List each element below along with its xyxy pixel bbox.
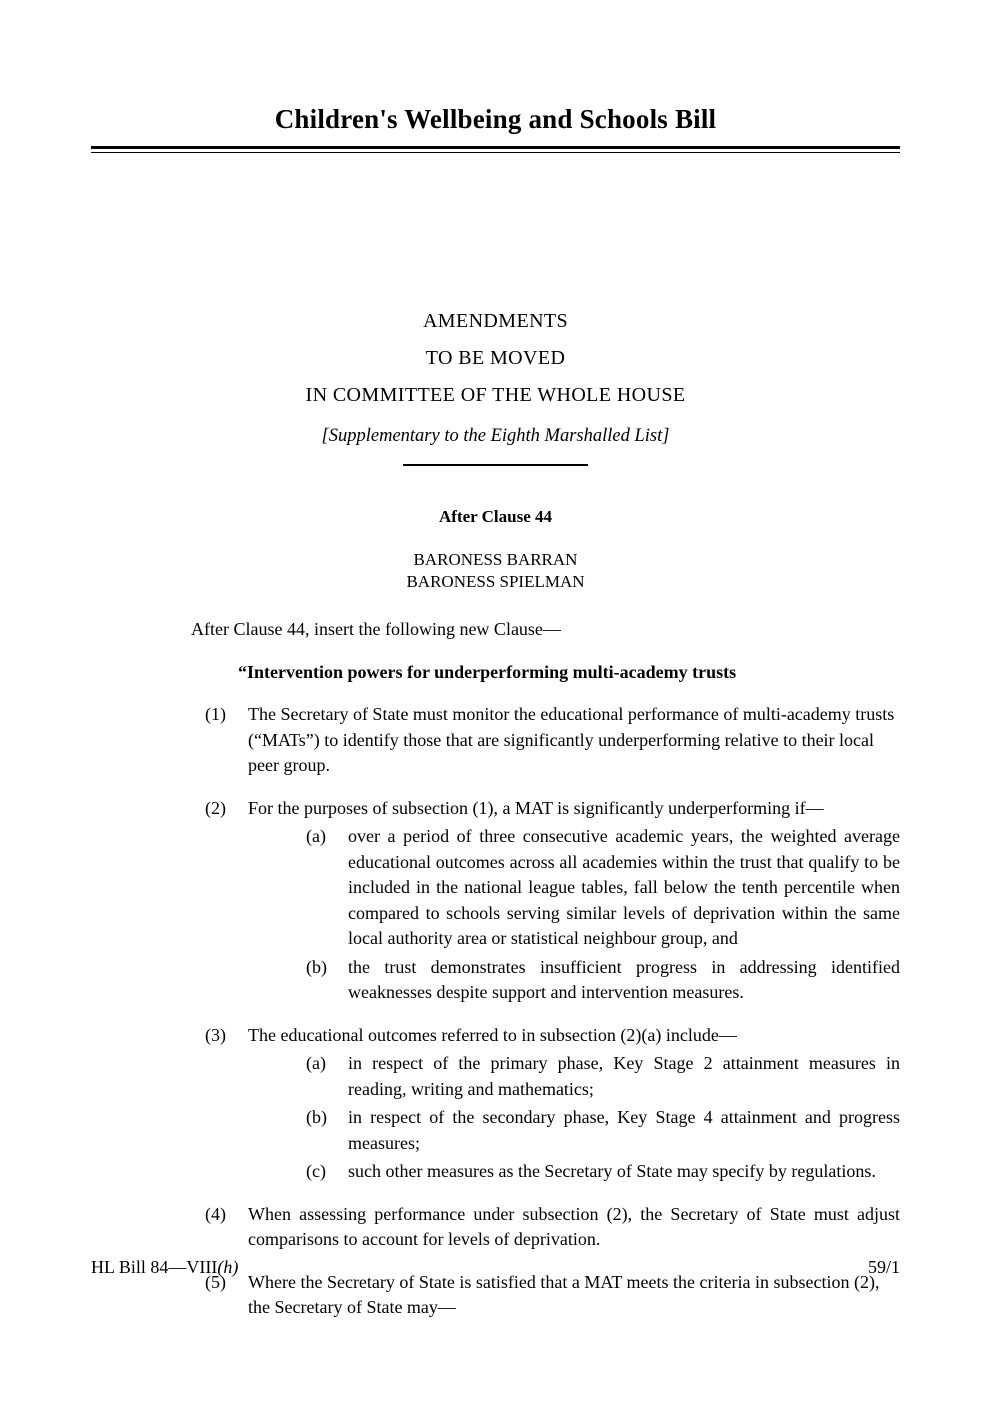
sponsor-list	[91, 549, 900, 593]
sponsor-name: BARONESS BARRAN	[413, 550, 578, 569]
paragraph-marker: (a)	[306, 826, 326, 846]
section-divider-rule	[403, 464, 588, 466]
paragraph-marker: (b)	[306, 956, 327, 977]
page-footer	[91, 1257, 900, 1278]
amendments-heading-block	[91, 303, 900, 455]
subsection-text: Where the Secretary of State is satisfied that a MAT meets the criteria in subsection (2), the Secretary of State may—	[248, 1271, 880, 1317]
subsection-text: When assessing performance under subsection (2), the Secretary of State must adjust comparisons to account for levels of deprivation.	[248, 1203, 900, 1249]
supplementary-note: [Supplementary to the Eighth Marshalled List]	[321, 426, 670, 446]
heading-line-to-be-moved: TO BE MOVED	[425, 347, 566, 369]
page-number: 59/1	[867, 1257, 900, 1277]
bill-reference-text: HL Bill 84—VIII	[91, 1257, 218, 1277]
heading-line-in-committee: IN COMMITTEE OF THE WHOLE HOUSE	[305, 384, 686, 406]
paragraph	[306, 824, 900, 952]
title-rule-thin	[91, 152, 900, 153]
subsection-text: The Secretary of State must monitor the educational performance of multi-academy trusts (“MATs”) to identify those that are significantly underperforming relative to their local peer group.	[248, 704, 895, 775]
subsection-marker: (4)	[205, 1203, 226, 1224]
paragraph-text: over a period of three consecutive academic years, the weighted average educational outcomes across all academies within the trust that qualify to be included in the national league tables, fall below the tenth percentile when compared to schools serving similar levels of deprivation within the same local authority area or statistical neighbour group, and	[348, 826, 900, 948]
subsection-text: The educational outcomes referred to in subsection (2)(a) include—	[248, 1024, 737, 1045]
paragraph-marker: (c)	[306, 1161, 326, 1181]
title-rule-thick	[91, 146, 900, 149]
heading-line-amendments: AMENDMENTS	[422, 310, 569, 332]
clause-heading: After Clause 44	[439, 507, 552, 526]
new-clause-heading: “Intervention powers for underperforming multi-academy trusts	[238, 662, 737, 682]
subsection-marker: (3)	[205, 1024, 226, 1045]
subsection	[205, 1023, 900, 1185]
amendment-body	[0, 617, 991, 1321]
subsection	[205, 1202, 900, 1253]
subsection-marker: (5)	[205, 1271, 226, 1292]
paragraph-text: such other measures as the Secretary of State may specify by regulations.	[348, 1161, 876, 1181]
paragraph	[306, 1159, 900, 1185]
page-title: Children's Wellbeing and Schools Bill	[274, 104, 717, 134]
paragraph	[306, 1105, 900, 1156]
insert-instruction: After Clause 44, insert the following new Clause—	[191, 619, 561, 639]
paragraph-marker: (a)	[306, 1053, 326, 1073]
bill-reference-suffix: (h)	[217, 1257, 239, 1277]
subsection-marker: (2)	[205, 797, 226, 818]
paragraph-text: in respect of the primary phase, Key Stage 2 attainment measures in reading, writing and mathematics;	[348, 1053, 900, 1099]
subsection-marker: (1)	[205, 704, 226, 724]
sponsor-name: BARONESS SPIELMAN	[406, 572, 585, 591]
subsection-text: For the purposes of subsection (1), a MAT is significantly underperforming if—	[248, 797, 824, 818]
paragraph-text: the trust demonstrates insufficient progress in addressing identified weaknesses despite support and intervention measures.	[348, 956, 900, 1002]
bill-reference	[91, 1257, 238, 1278]
paragraph	[306, 1051, 900, 1102]
subsection	[205, 702, 900, 779]
paragraph-text: in respect of the secondary phase, Key Stage 4 attainment and progress measures;	[348, 1107, 900, 1153]
title-double-rule	[91, 146, 900, 153]
subsection	[205, 796, 900, 1006]
paragraph-marker: (b)	[306, 1107, 327, 1127]
paragraph	[306, 955, 900, 1006]
